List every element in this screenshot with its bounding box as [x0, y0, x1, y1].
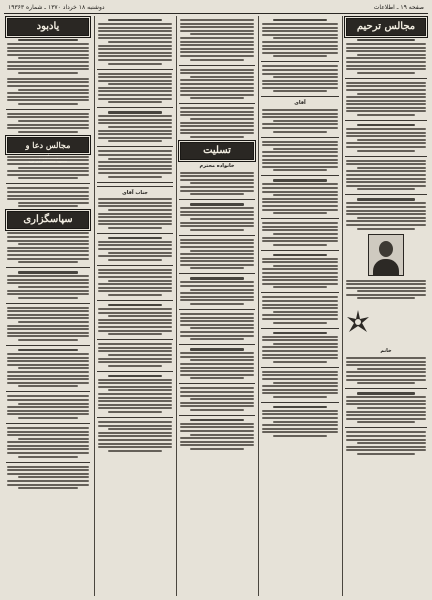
divider [345, 120, 427, 121]
divider [179, 273, 255, 274]
notice [262, 141, 338, 172]
notice-title: آقای [294, 100, 306, 107]
column-1 [4, 16, 92, 596]
divider [6, 183, 90, 184]
divider [261, 218, 339, 219]
divider [179, 344, 255, 345]
divider [97, 69, 173, 70]
notice [98, 304, 172, 335]
notice [180, 348, 254, 379]
notice [180, 69, 254, 100]
divider [179, 103, 255, 104]
memorial-header: یادبود [7, 18, 89, 36]
notice [180, 277, 254, 305]
divider [179, 415, 255, 416]
notice [98, 375, 172, 413]
divider [6, 267, 90, 268]
divider [6, 109, 90, 110]
notice [98, 190, 172, 229]
divider [6, 391, 90, 392]
notice [262, 254, 338, 289]
notice [98, 269, 172, 296]
column-5 [342, 16, 429, 596]
divider [345, 78, 427, 79]
notice [180, 387, 254, 411]
notice [262, 332, 338, 363]
notice [180, 107, 254, 138]
divider [261, 61, 339, 62]
divider [261, 96, 339, 97]
divider [261, 175, 339, 176]
notice [7, 39, 89, 74]
notice-title: خانواده محترم [199, 163, 235, 170]
divider [261, 328, 339, 329]
divider [345, 194, 427, 195]
notice [346, 392, 426, 423]
divider [6, 345, 90, 346]
notice [262, 100, 338, 132]
notice [98, 111, 172, 142]
divider [261, 292, 339, 293]
column-2 [94, 16, 175, 596]
divider [97, 146, 173, 147]
notice [180, 239, 254, 270]
divider [179, 65, 255, 66]
notice [180, 163, 254, 195]
notice [346, 198, 426, 229]
notice [7, 187, 89, 207]
notice [262, 19, 338, 57]
divider [97, 233, 173, 234]
notice [98, 343, 172, 367]
divider [179, 235, 255, 236]
funeral-header: مجالس ترحیم [346, 18, 426, 36]
condolence-header: تسلیت [180, 142, 254, 160]
notice [98, 150, 172, 177]
divider [97, 339, 173, 340]
divider [97, 371, 173, 372]
notice [98, 421, 172, 452]
notice [7, 271, 89, 299]
notice [7, 349, 89, 387]
notice [98, 73, 172, 104]
notice [180, 203, 254, 231]
divider [6, 462, 90, 463]
divider [261, 402, 339, 403]
notice [262, 296, 338, 323]
column-4 [258, 16, 341, 596]
notice [346, 348, 426, 384]
notice [7, 466, 89, 490]
notice [98, 19, 172, 65]
notice [346, 82, 426, 116]
notice [180, 313, 254, 340]
column-3 [176, 16, 257, 596]
notice [180, 419, 254, 450]
divider [261, 367, 339, 368]
notice-title: جناب آقای [122, 189, 148, 196]
divider [261, 250, 339, 251]
notice [262, 65, 338, 92]
masthead [4, 2, 428, 14]
notice [346, 124, 426, 152]
thanks-header: سپاسگزاری [7, 211, 89, 229]
notice [98, 237, 172, 261]
notice [180, 19, 254, 61]
emblem-icon [343, 307, 373, 337]
notice [7, 307, 89, 341]
notice [346, 160, 426, 191]
divider [261, 137, 339, 138]
portrait-photo [368, 234, 404, 276]
notice [7, 156, 89, 180]
notice [7, 232, 89, 263]
divider [97, 417, 173, 418]
date-line: دوشنبه ۱۸ خرداد ۱۳۷۰ ـ شماره ۱۹۳۶۳ [8, 4, 105, 11]
divider [97, 107, 173, 108]
notice [262, 371, 338, 398]
notice [262, 406, 338, 437]
notice [262, 179, 338, 214]
divider [97, 265, 173, 266]
notice [346, 280, 426, 300]
divider [345, 156, 427, 157]
divider [179, 383, 255, 384]
divider [6, 303, 90, 304]
divider [345, 427, 427, 428]
page-number: صفحه ۱۹ ـ اطلاعات [373, 4, 424, 11]
notice [7, 78, 89, 105]
divider [97, 300, 173, 301]
notice [346, 39, 426, 74]
notice [7, 427, 89, 458]
notice [7, 395, 89, 419]
divider [179, 199, 255, 200]
notice-title: خانم [380, 348, 392, 355]
notice [346, 431, 426, 455]
divider [179, 309, 255, 310]
notice [7, 113, 89, 133]
divider [97, 182, 173, 187]
memorial-thanks-header: مجالس دعا و [7, 137, 89, 153]
notice [262, 222, 338, 246]
divider [345, 388, 427, 389]
divider [6, 423, 90, 424]
